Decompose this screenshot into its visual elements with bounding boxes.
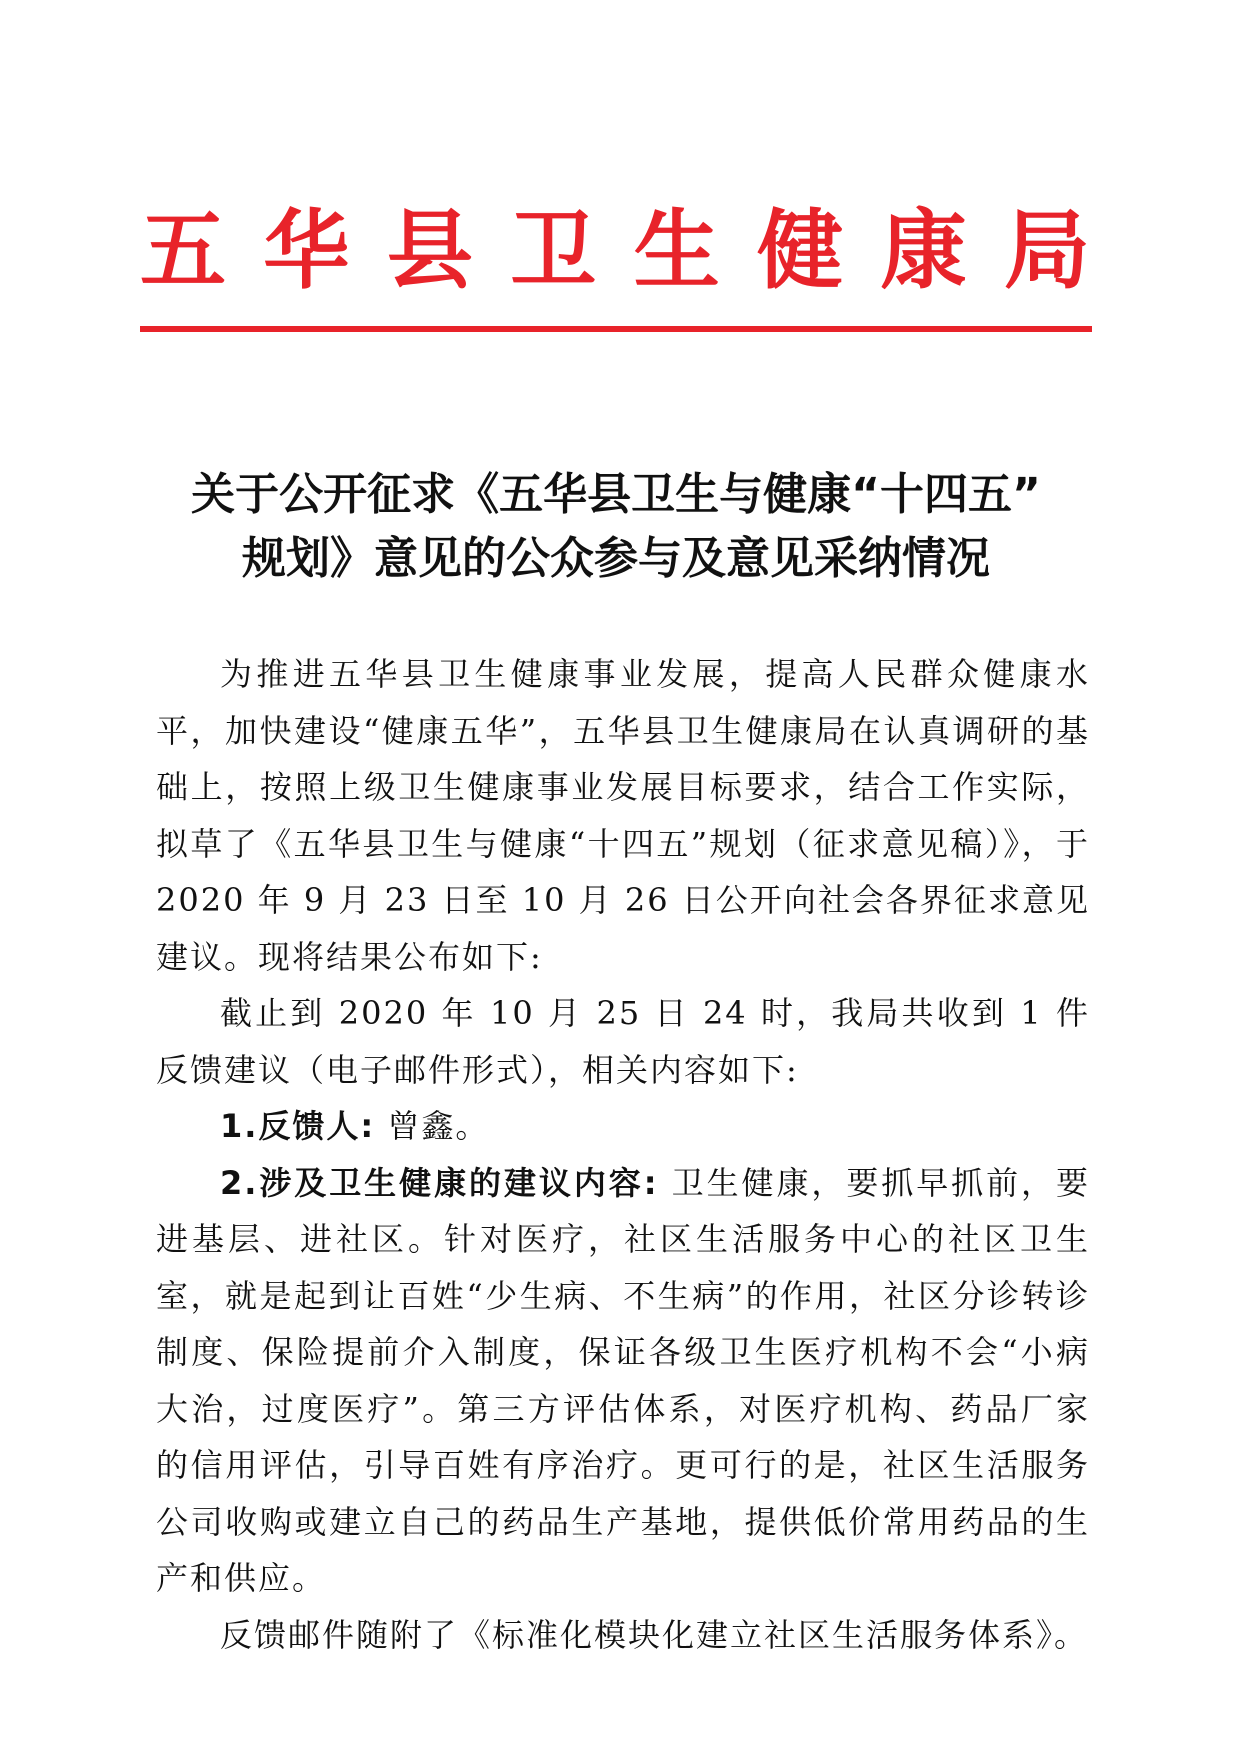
document-title-line-2: 规划》意见的公众参与及意见采纳情况 (242, 533, 990, 584)
suggestion-paragraph (156, 1155, 1090, 1607)
letterhead-char: 卫 (510, 200, 597, 301)
letterhead-char: 健 (757, 200, 844, 301)
letterhead-char: 局 (1003, 200, 1090, 301)
letterhead-char: 五 (140, 200, 226, 301)
feedback-person-value: 曾鑫。 (375, 1107, 490, 1145)
feedback-person-label: 1.反馈人: (220, 1107, 376, 1145)
feedback-person-paragraph (156, 1098, 1090, 1155)
letterhead-divider (140, 326, 1092, 332)
suggestion-text: 卫生健康，要抓早抓前，要进基层、进社区。针对医疗，社区生活服务中心的社区卫生室，就是起到让百姓“少生病、不生病”的作用，社区分诊转诊制度、保险提前介入制度，保证各级卫生医疗机构不会“小病大治，过度医疗”。第三方评估体系，对医疗机构、药品厂家的信用评估，引导百姓有序治疗。更可行的是，社区生活服务公司收购或建立自己的药品生产基地，提供低价常用药品的生产和供应。 (156, 1163, 1090, 1597)
letterhead-char: 康 (880, 200, 967, 301)
letterhead-organization-name (140, 196, 1090, 306)
letterhead-char: 生 (633, 200, 720, 301)
letterhead-char: 县 (386, 200, 473, 301)
summary-paragraph: 截止到 2020 年 10 月 25 日 24 时，我局共收到 1 件反馈建议（电子邮件形式），相关内容如下: (156, 994, 1090, 1089)
document-title-line-1: 关于公开征求《五华县卫生与健康“十四五” (191, 469, 1041, 520)
document-title (140, 463, 1092, 591)
attachment-paragraph: 反馈邮件随附了《标准化模块化建立社区生活服务体系》。 (220, 1615, 1089, 1654)
document-body (156, 646, 1090, 1663)
intro-paragraph: 为推进五华县卫生健康事业发展，提高人民群众健康水平，加快建设“健康五华”，五华县卫生健康局在认真调研的基础上，按照上级卫生健康事业发展目标要求，结合工作实际，拟草了《五华县卫生与健康“十四五”规划（征求意见稿）》，于 2020 年 9 月 23 日至 10 月 26 日公开向社会各界征求意见建议。现将结果公布如下: (156, 655, 1090, 976)
letterhead-char: 华 (263, 200, 350, 301)
suggestion-label: 2.涉及卫生健康的建议内容: (220, 1163, 659, 1202)
